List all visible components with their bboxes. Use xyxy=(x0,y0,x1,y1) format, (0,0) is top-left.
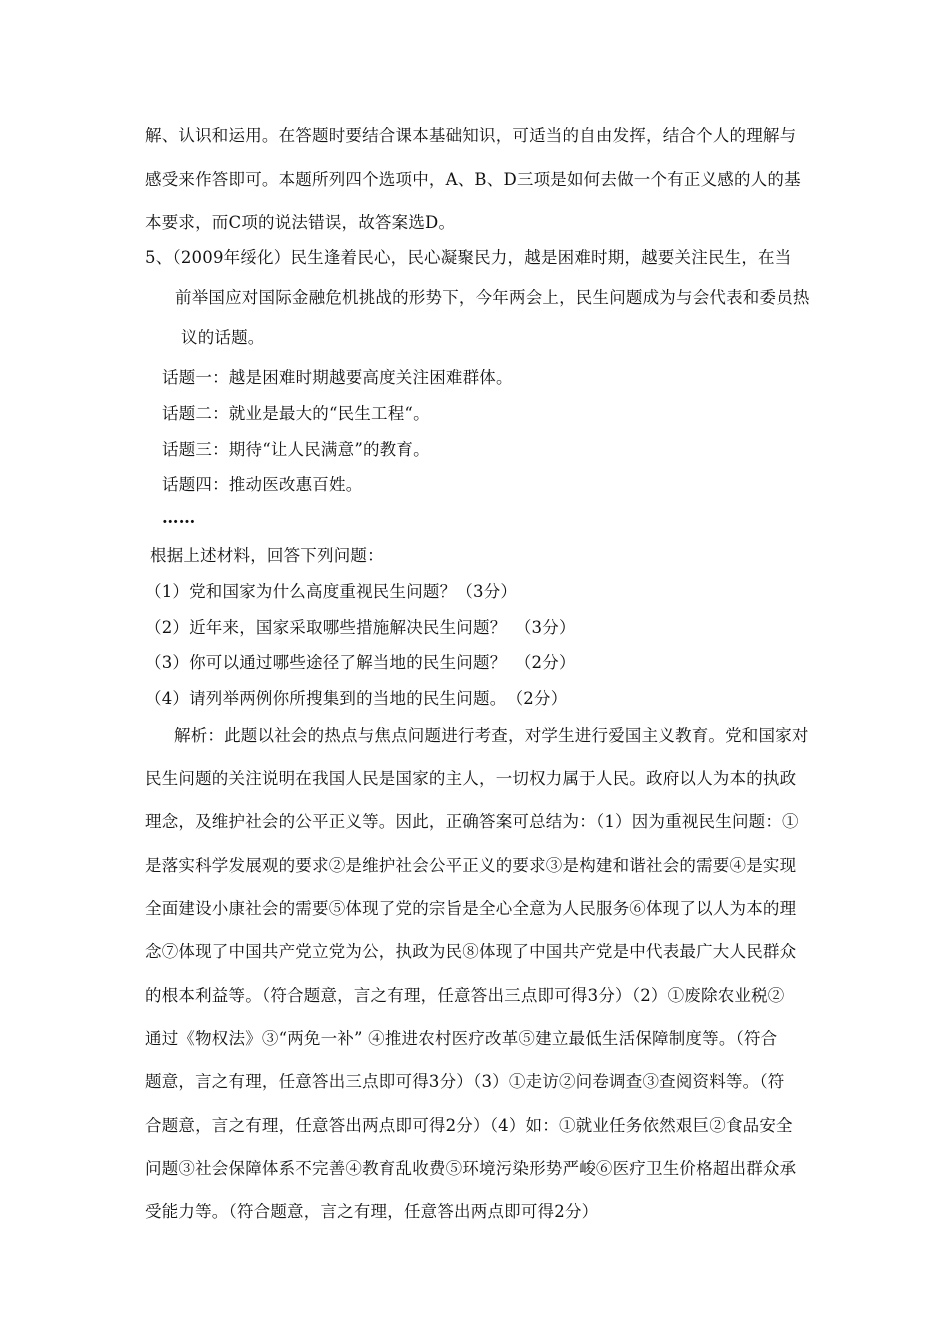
analysis-line-7: 的根本利益等。（符合题意，言之有理，任意答出三点即可得3分）（2）①废除农业税② xyxy=(145,986,785,1005)
analysis-line-9: 题意，言之有理，任意答出三点即可得3分）（3）①走访②问卷调查③查阅资料等。（符 xyxy=(145,1072,785,1091)
prev-analysis-line-3: 本要求，而C项的说法错误，故答案选D。 xyxy=(145,213,456,232)
sub-question-1: （1）党和国家为什么高度重视民生问题？（3分） xyxy=(145,582,518,601)
analysis-line-3: 理念，及维护社会的公平正义等。因此，正确答案可总结为：（1）因为重视民生问题：① xyxy=(145,812,799,831)
analysis-line-1: 解析：此题以社会的热点与焦点问题进行考查，对学生进行爱国主义教育。党和国家对 xyxy=(174,726,809,745)
analysis-line-4: 是落实科学发展观的要求②是维护社会公平正义的要求③是构建和谐社会的需要④是实现 xyxy=(145,856,797,875)
topic-4: 话题四：推动医改惠百姓。 xyxy=(162,475,363,494)
analysis-line-10: 合题意，言之有理，任意答出两点即可得2分）（4）如：①就业任务依然艰巨②食品安全 xyxy=(145,1116,793,1135)
analysis-line-5: 全面建设小康社会的需要⑤体现了党的宗旨是全心全意为人民服务⑥体现了以人为本的理 xyxy=(145,899,797,918)
prev-analysis-line-1: 解、认识和运用。在答题时要结合课本基础知识，可适当的自由发挥，结合个人的理解与 xyxy=(145,126,797,145)
analysis-line-8: 通过《物权法》③“两免一补” ④推进农村医疗改革⑤建立最低生活保障制度等。（符合 xyxy=(145,1029,778,1048)
topic-3: 话题三：期待“让人民满意”的教育。 xyxy=(162,440,430,459)
prev-analysis-line-2: 感受来作答即可。本题所列四个选项中，A、B、D三项是如何去做一个有正义感的人的基 xyxy=(145,170,801,189)
sub-question-3: （3）你可以通过哪些途径了解当地的民生问题？ （2分） xyxy=(145,653,576,672)
question-5-line-2: 前举国应对国际金融危机挑战的形势下，今年两会上，民生问题成为与会代表和委员热 xyxy=(175,288,810,307)
topic-1: 话题一：越是困难时期越要高度关注困难群体。 xyxy=(162,368,513,387)
question-5-line-1: 5、（2009年绥化）民生逢着民心，民心凝聚民力，越是困难时期，越要关注民生，在当 xyxy=(145,248,792,267)
question-prompt: 根据上述材料，回答下列问题： xyxy=(150,546,384,565)
analysis-line-2: 民生问题的关注说明在我国人民是国家的主人，一切权力属于人民。政府以人为本的执政 xyxy=(145,769,797,788)
analysis-line-11: 问题③社会保障体系不完善④教育乱收费⑤环境污染形势严峻⑥医疗卫生价格超出群众承 xyxy=(145,1159,797,1178)
sub-question-4: （4）请列举两例你所搜集到的当地的民生问题。 （2分） xyxy=(145,689,568,708)
analysis-line-6: 念⑦体现了中国共产党立党为公，执政为民⑧体现了中国共产党是中代表最广大人民群众 xyxy=(145,942,797,961)
topic-2: 话题二：就业是最大的“民生工程“。 xyxy=(162,404,430,423)
question-5-line-3: 议的话题。 xyxy=(181,328,265,347)
analysis-line-12: 受能力等。（符合题意，言之有理，任意答出两点即可得2分） xyxy=(145,1202,599,1221)
sub-question-2: （2）近年来，国家采取哪些措施解决民生问题？ （3分） xyxy=(145,618,576,637)
ellipsis: …… xyxy=(162,508,196,527)
